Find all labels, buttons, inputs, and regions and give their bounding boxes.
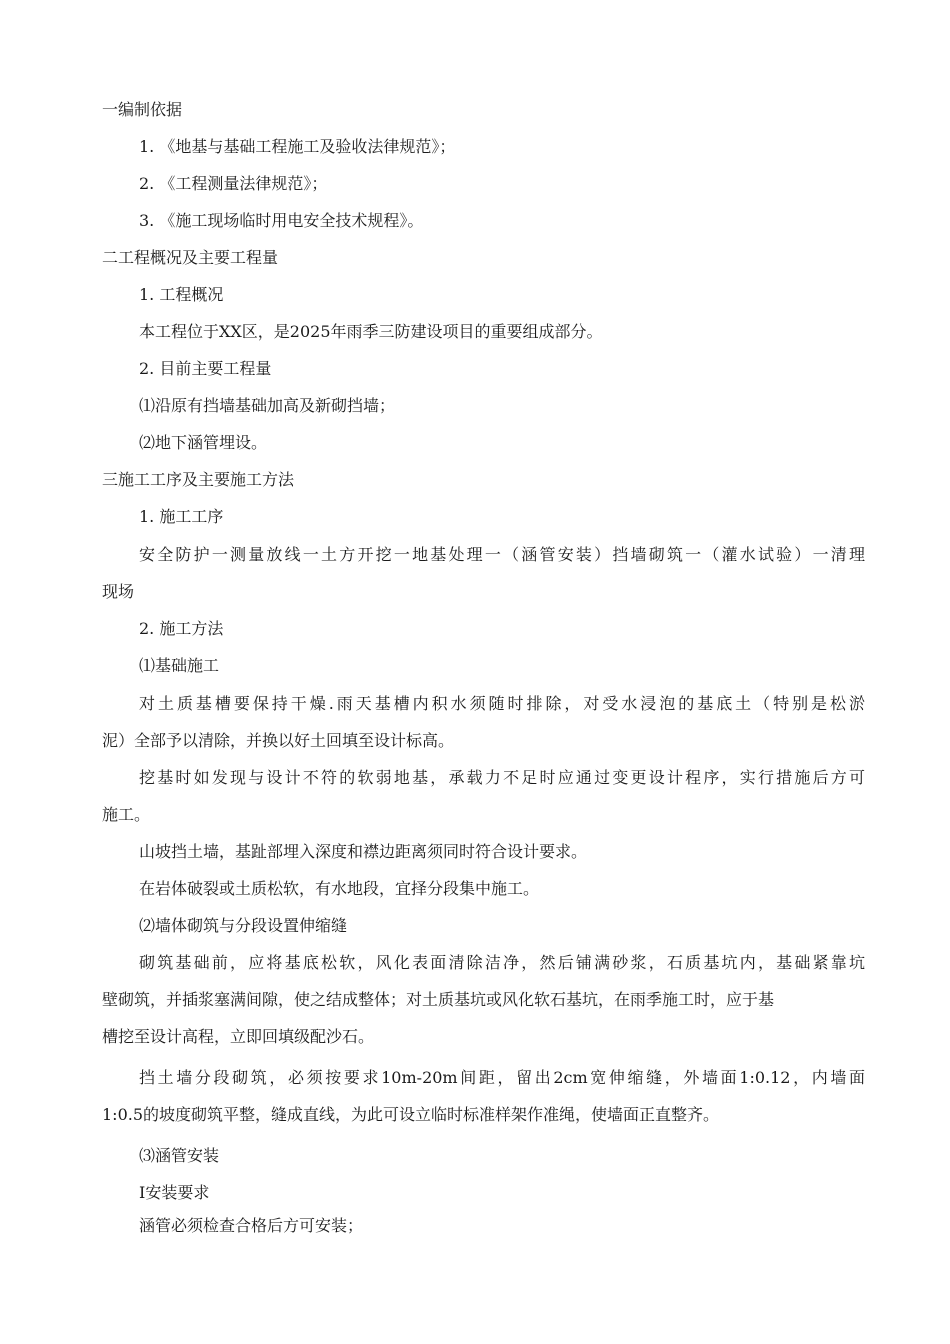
- wall-paragraph-2-line2: 1:0.5的坡度砌筑平整，缝成直线，为此可设立临时标准样架作准绳，使墙面正直整齐。: [102, 1105, 720, 1124]
- quantity-item-1: ⑴沿原有挡墙基础加高及新砌挡墙；: [139, 396, 396, 415]
- foundation-paragraph-3: 山坡挡土墙，基趾部埋入深度和襟边距离须同时符合设计要求。: [139, 842, 588, 861]
- culvert-requirements-title: Ⅰ安装要求: [139, 1183, 210, 1202]
- foundation-paragraph-1-line2: 泥）全部予以清除，并换以好土回填至设计标高。: [102, 731, 455, 750]
- foundation-paragraph-4: 在岩体破裂或土质松软，有水地段，宜择分段集中施工。: [139, 879, 540, 898]
- wall-paragraph-1-line2: 壁砌筑，并插浆塞满间隙，使之结成整体；对土质基坑或风化软石基坑，在雨季施工时，应于基: [102, 990, 775, 1009]
- reference-item-3: 3. 《施工现场临时用电安全技术规程》。: [139, 211, 424, 230]
- wall-paragraph-2-line1: 挡土墙分段砌筑，必须按要求10m-20m间距，留出2cm宽伸缩缝，外墙面1:0.12，内墙面: [139, 1068, 865, 1087]
- overview-text: 本工程位于XX区，是2025年雨季三防建设项目的重要组成部分。: [139, 322, 603, 341]
- foundation-paragraph-1-line1: 对土质基槽要保持干燥.雨天基槽内积水须随时排除，对受水浸泡的基底土（特别是松淤: [139, 694, 865, 713]
- method-title: 2. 施工方法: [139, 619, 224, 638]
- section2-heading: 二工程概况及主要工程量: [102, 248, 279, 267]
- section3-heading: 三施工工序及主要施工方法: [102, 470, 295, 489]
- process-title: 1. 施工工序: [139, 507, 224, 526]
- process-text-line1: 安全防护一测量放线一土方开挖一地基处理一（涵管安装）挡墙砌筑一（灌水试验）一清理: [139, 545, 865, 564]
- reference-item-2: 2. 《工程测量法律规范》；: [139, 174, 328, 193]
- culvert-title: ⑶涵管安装: [139, 1146, 220, 1165]
- process-text-line2: 现场: [102, 582, 135, 601]
- wall-title: ⑵墙体砌筑与分段设置伸缩缝: [139, 916, 348, 935]
- reference-item-1: 1. 《地基与基础工程施工及验收法律规范》；: [139, 137, 456, 156]
- culvert-requirements-text: 涵管必须检查合格后方可安装；: [139, 1216, 364, 1235]
- foundation-title: ⑴基础施工: [139, 656, 220, 675]
- foundation-paragraph-2-line2: 施工。: [102, 805, 151, 824]
- wall-paragraph-1-line1: 砌筑基础前，应将基底松软，风化表面清除洁净，然后铺满砂浆，石质基坑内，基础紧靠坑: [139, 953, 865, 972]
- quantity-title: 2. 目前主要工程量: [139, 359, 272, 378]
- section1-heading: 一编制依据: [102, 100, 183, 119]
- foundation-paragraph-2-line1: 挖基时如发现与设计不符的软弱地基，承载力不足时应通过变更设计程序，实行措施后方可: [139, 768, 865, 787]
- quantity-item-2: ⑵地下涵管埋设。: [139, 433, 268, 452]
- wall-paragraph-1-line3: 槽挖至设计高程，立即回填级配沙石。: [102, 1027, 375, 1046]
- overview-title: 1. 工程概况: [139, 285, 224, 304]
